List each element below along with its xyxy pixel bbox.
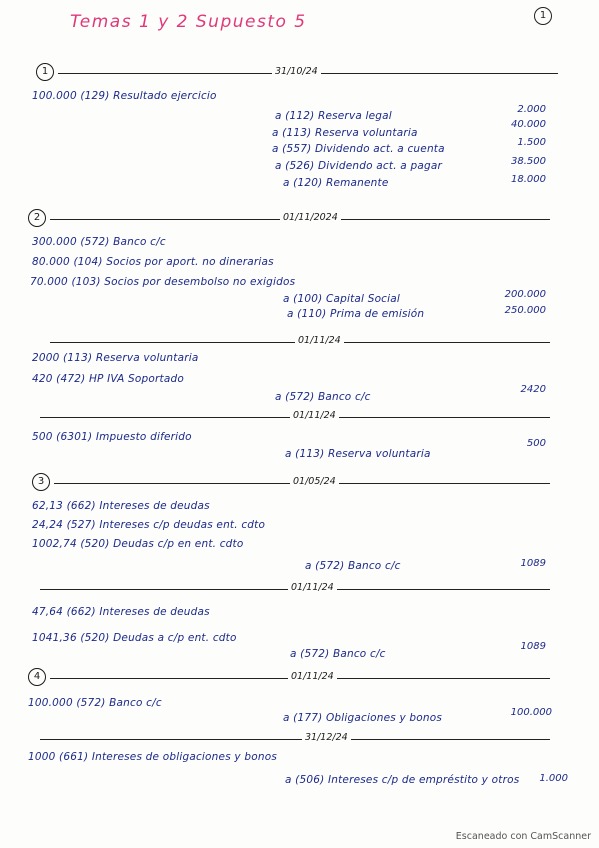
- debit-line: 1002,74 (520) Deudas c/p en ent. cdto: [32, 538, 244, 550]
- credit-amount: 2.000: [517, 104, 546, 115]
- entry-date: 01/11/2024: [280, 212, 341, 223]
- credit-line: a (120) Remanente: [283, 177, 389, 189]
- credit-amount: 18.000: [511, 174, 546, 185]
- entry-date: 01/05/24: [290, 476, 339, 487]
- page-number: 1: [534, 7, 552, 25]
- debit-line: 62,13 (662) Intereses de deudas: [32, 500, 210, 512]
- credit-line: a (112) Reserva legal: [275, 110, 392, 122]
- debit-line: 24,24 (527) Intereses c/p deudas ent. cdto: [32, 519, 266, 531]
- entry-date: 01/11/24: [288, 671, 337, 682]
- debit-line: 47,64 (662) Intereses de deudas: [32, 606, 210, 618]
- scanner-watermark: Escaneado con CamScanner: [455, 831, 591, 842]
- page-title: Temas 1 y 2 Supuesto 5: [70, 12, 307, 32]
- debit-line: 80.000 (104) Socios por aport. no dinerarias: [32, 256, 274, 268]
- credit-amount: 38.500: [511, 156, 546, 167]
- entry-number: 2: [28, 209, 46, 227]
- credit-amount: 1089: [520, 641, 546, 652]
- credit-amount: 100.000: [510, 707, 552, 718]
- debit-line: 420 (472) HP IVA Soportado: [32, 373, 184, 385]
- credit-amount: 1.500: [517, 137, 546, 148]
- credit-line: a (113) Reserva voluntaria: [272, 127, 418, 139]
- credit-amount: 500: [526, 438, 546, 449]
- debit-line: 2000 (113) Reserva voluntaria: [32, 352, 199, 364]
- entry-number: 1: [36, 63, 54, 81]
- entry-number: 4: [28, 668, 46, 686]
- entry-date: 01/11/24: [288, 582, 337, 593]
- credit-line: a (572) Banco c/c: [290, 648, 386, 660]
- debit-line: 100.000 (129) Resultado ejercicio: [32, 90, 217, 102]
- debit-line: 500 (6301) Impuesto diferido: [32, 431, 192, 443]
- entry-number: 3: [32, 473, 50, 491]
- debit-line: 100.000 (572) Banco c/c: [28, 697, 162, 709]
- entry-date: 31/12/24: [302, 732, 351, 743]
- entry-date: 01/11/24: [290, 410, 339, 421]
- debit-line: 300.000 (572) Banco c/c: [32, 236, 166, 248]
- entry-date: 31/10/24: [272, 66, 321, 77]
- credit-line: a (572) Banco c/c: [305, 560, 401, 572]
- credit-amount: 250.000: [504, 305, 546, 316]
- credit-amount: 1089: [520, 558, 546, 569]
- credit-amount: 40.000: [511, 119, 546, 130]
- credit-line: a (572) Banco c/c: [275, 391, 371, 403]
- credit-amount: 200.000: [504, 289, 546, 300]
- credit-line: a (557) Dividendo act. a cuenta: [272, 143, 445, 155]
- debit-line: 1000 (661) Intereses de obligaciones y bonos: [28, 751, 277, 763]
- entry-date: 01/11/24: [295, 335, 344, 346]
- credit-line: a (526) Dividendo act. a pagar: [275, 160, 442, 172]
- entry-divider: [40, 739, 550, 740]
- debit-line: 1041,36 (520) Deudas a c/p ent. cdto: [32, 632, 237, 644]
- credit-line: a (110) Prima de emisión: [287, 308, 425, 320]
- credit-line: a (113) Reserva voluntaria: [285, 448, 431, 460]
- debit-line: 70.000 (103) Socios por desembolso no exigidos: [30, 276, 296, 288]
- credit-line: a (177) Obligaciones y bonos: [283, 712, 443, 724]
- credit-amount: 1.000: [539, 773, 568, 784]
- credit-amount: 2420: [520, 384, 546, 395]
- credit-line: a (506) Intereses c/p de empréstito y otros: [285, 774, 520, 786]
- credit-line: a (100) Capital Social: [283, 293, 401, 305]
